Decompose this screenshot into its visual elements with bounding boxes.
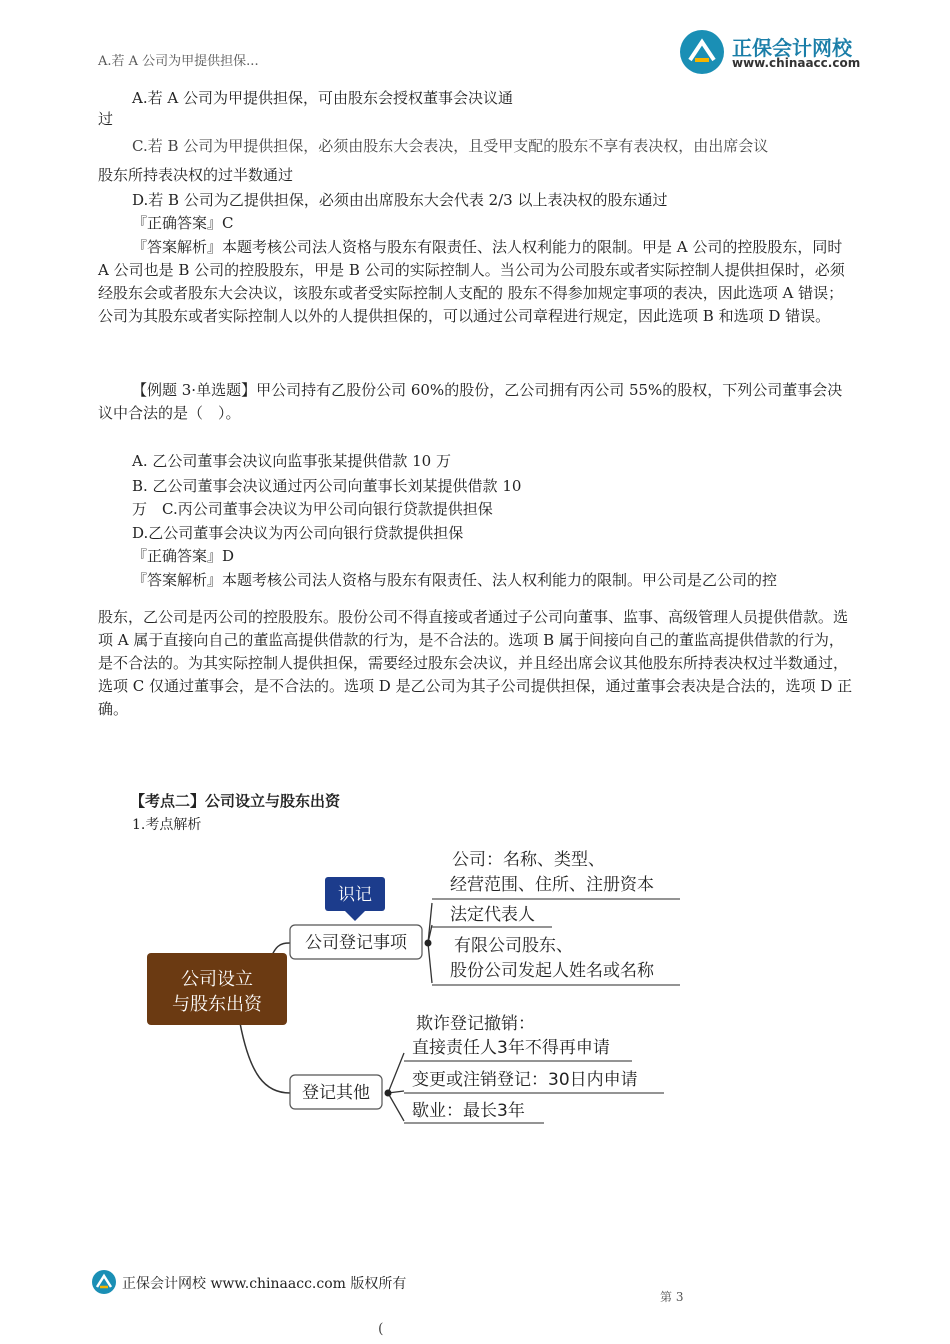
section-cut-sub: 1.考点解析 (132, 817, 202, 833)
q3-option-d: D.乙公司董事会决议为丙公司向银行贷款提供担保 (132, 524, 464, 542)
logo-mark-icon (680, 30, 724, 74)
b1-leaf1-line2: 经营范围、住所、注册资本 (450, 875, 654, 895)
root-label-line1: 公司设立 (181, 969, 253, 990)
connector-branch2 (388, 1053, 404, 1121)
b2-leaf2: 变更或注销登记：30日内申请 (412, 1070, 638, 1090)
stray-mark: ( (378, 1321, 384, 1337)
q2-option-a-tail: 过 (98, 110, 114, 128)
q2-option-a: A.若 A 公司为甲提供担保，可由股东会授权董事会决议通 (132, 89, 513, 107)
section-title: 【考点二】公司设立与股东出资 (130, 792, 341, 810)
b1-leaf3-line2: 股份公司发起人姓名或名称 (450, 961, 654, 981)
q2-option-d: D.若 B 公司为乙提供担保，必须由出席股东大会代表 2/3 以上表决权的股东通过 (132, 191, 668, 209)
footer-logo-icon (92, 1270, 116, 1294)
q2-option-c-cont: 股东所持表决权的过半数通过 (98, 166, 294, 184)
connector-root-branch2 (240, 1023, 290, 1093)
tag-label: 识记 (338, 885, 372, 905)
logo-url: www.chinaacc.com (732, 56, 861, 70)
q3-option-b: B. 乙公司董事会决议通过丙公司向董事长刘某提供借款 10 (132, 477, 522, 495)
q3-answer: 『正确答案』D (132, 547, 235, 565)
footer-copyright: 正保会计网校 www.chinaacc.com 版权所有 (122, 1276, 407, 1292)
branch1-label: 公司登记事项 (305, 933, 407, 953)
q2-analysis: 『答案解析』本题考核公司法人资格与股东有限责任、法人权利能力的限制。甲是 A 公司的控股股东，同时 A 公司也是 B 公司的控股股东，甲是 B 公司的实际控制人。当公司为公司股东或者实际控制人提供担保时，必须经股东会或者股东大会决议，该股东或者受实际控制人支配的 股东不得参加规定事项的表决，因此选项 A 错误；公司为其股东或者实际控制人以外的人提供担保的，可以通过公司章程进行规定，因此选项 B 和选项 D 错误。 (98, 238, 845, 325)
q3-analysis-rest: 股东，乙公司是丙公司的控股股东。股份公司不得直接或者通过子公司向董事、监事、高级管理人员提供借款。选项 A 属于直接向自己的董监高提供借款的行为，是不合法的。选项 B 属于间接向自己的董监高提供借款的行为，是不合法的。为其实际控制人提供担保，需要经过股东会决议，并且经出席会议其他股东所持表决权过半数通过，选项 C 仅通过董事会，是不合法的。选项 D 是乙公司为其子公司提供担保，通过董事会表决是合法的，选项 D 正确。 (98, 608, 853, 718)
cut-top-text: A.若 A 公司为甲提供担保... (98, 54, 259, 69)
brand-logo (680, 30, 870, 78)
b1-leaf1-line1: 公司：名称、类型、 (452, 850, 605, 870)
root-label-line2: 与股东出资 (172, 994, 262, 1015)
branch2-dot (385, 1090, 392, 1097)
footer-page-number: 第 3 (660, 1290, 684, 1304)
q3-option-bc: 万 C.丙公司董事会决议为甲公司向银行贷款提供担保 (132, 500, 493, 518)
tag-pointer (345, 911, 365, 921)
q3-option-a: A. 乙公司董事会决议向监事张某提供借款 10 万 (132, 452, 451, 470)
q3-analysis-line1: 『答案解析』本题考核公司法人资格与股东有限责任、法人权利能力的限制。甲公司是乙公司的控 (132, 571, 778, 589)
b1-leaf3-line1: 有限公司股东、 (454, 936, 573, 956)
branch1-dot (425, 940, 432, 947)
q3-stem: 【例题 3·单选题】甲公司持有乙股份公司 60%的股份，乙公司拥有丙公司 55%的股权，下列公司董事会决议中合法的是（ ）。 (98, 381, 843, 422)
b2-leaf1-line1: 欺诈登记撤销： (416, 1014, 535, 1034)
b2-leaf3: 歇业：最长3年 (412, 1101, 525, 1121)
logo-name: 正保会计网校 (732, 36, 852, 60)
q2-option-c-cut: C.若 B 公司为甲提供担保，必须由股东大会表决，且受甲支配的股东不享有表决权，由出席会议 (132, 137, 769, 155)
branch2-label: 登记其他 (302, 1083, 370, 1103)
mindmap (0, 835, 950, 1135)
q2-answer: 『正确答案』C (132, 214, 234, 232)
b1-leaf2: 法定代表人 (450, 905, 535, 925)
b2-leaf1-line2: 直接责任人3年不得再申请 (412, 1038, 610, 1058)
